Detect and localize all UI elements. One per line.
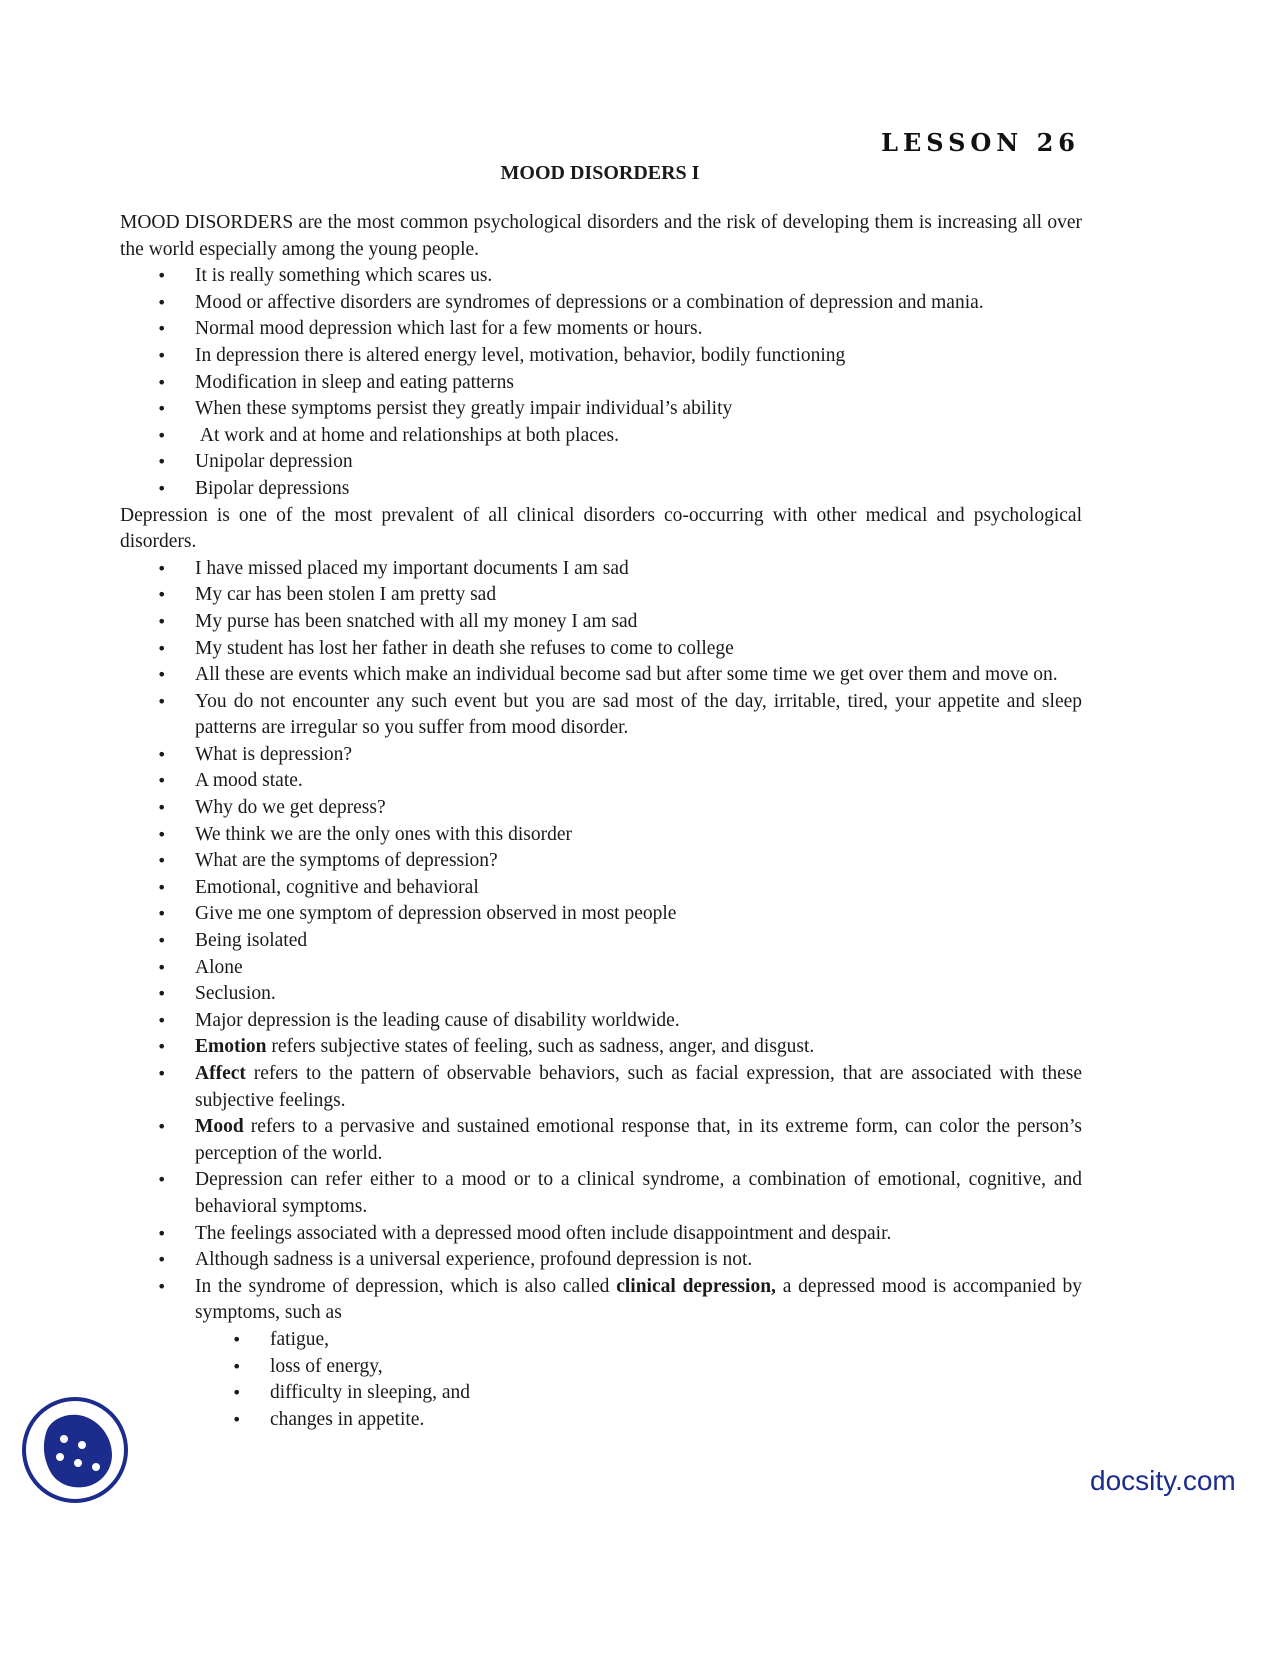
definition-text: refers to the pattern of observable behaviors, such as facial expression, that are associated with these subjective feelings.: [195, 1063, 1082, 1111]
list-item: • It is really something which scares us.: [195, 263, 1082, 290]
list-item: • Alone: [195, 955, 1082, 982]
depression-paragraph: Depression is one of the most prevalent of all clinical disorders co-occurring with other medical and psychological disorders.: [120, 504, 1082, 553]
list-item: • At work and at home and relationships at both places.: [195, 423, 1082, 450]
definition-text: refers subjective states of feeling, such as sadness, anger, and disgust.: [266, 1036, 815, 1058]
list-item: • My purse has been snatched with all my money I am sad: [195, 609, 1082, 636]
bullet-list-1: [120, 263, 1082, 502]
list-item: • My car has been stolen I am pretty sad: [195, 582, 1082, 609]
list-item: • Although sadness is a universal experience, profound depression is not.: [195, 1247, 1082, 1274]
list-item: • What is depression?: [195, 742, 1082, 769]
list-item: • I have missed placed my important documents I am sad: [195, 556, 1082, 583]
definition-affect: [195, 1061, 1082, 1114]
logo-dot: [92, 1463, 100, 1471]
list-item: • Normal mood depression which last for a few moments or hours.: [195, 316, 1082, 343]
list-item: • The feelings associated with a depressed mood often include disappointment and despair.: [195, 1221, 1082, 1248]
brand-watermark: docsity.com: [1090, 1465, 1236, 1496]
symptom-item: • difficulty in sleeping, and: [270, 1380, 1082, 1407]
clinical-text-after: a depressed mood is accompanied by symptoms, such as: [195, 1275, 1082, 1324]
list-item: • In depression there is altered energy level, motivation, behavior, bodily functioning: [195, 343, 1082, 370]
logo-dot: [56, 1453, 64, 1461]
logo-dot: [78, 1441, 86, 1449]
list-item: • Seclusion.: [195, 981, 1082, 1008]
docsity-logo-svg: [20, 1395, 130, 1505]
page-title: MOOD DISORDERS I: [500, 162, 700, 184]
term-mood: Mood: [195, 1116, 244, 1138]
clinical-depression-item: [195, 1274, 1082, 1327]
definition-emotion: [195, 1034, 1082, 1061]
list-item: • You do not encounter any such event but you are sad most of the day, irritable, tired, your appetite and sleep patterns are irregular so you suffer from mood disorder.: [195, 689, 1082, 742]
list-item: • Depression can refer either to a mood or to a clinical syndrome, a combination of emotional, cognitive, and behavioral symptoms.: [195, 1167, 1082, 1220]
list-item: • We think we are the only ones with this disorder: [195, 822, 1082, 849]
bullet-list-2: [120, 556, 1082, 1327]
lesson-label: LESSON 26: [881, 128, 1080, 157]
list-item: • Give me one symptom of depression observed in most people: [195, 901, 1082, 928]
list-item: • All these are events which make an individual become sad but after some time we get over them and move on.: [195, 662, 1082, 689]
term-emotion: Emotion: [195, 1036, 267, 1058]
definition-text: refers to a pervasive and sustained emotional response that, in its extreme form, can color the person’s perception of the world.: [195, 1116, 1082, 1164]
list-item: • Emotional, cognitive and behavioral: [195, 875, 1082, 902]
logo-dot: [74, 1459, 82, 1467]
list-item: • Bipolar depressions: [195, 476, 1082, 503]
symptom-item: • changes in appetite.: [270, 1407, 1082, 1434]
document-body: [120, 210, 1082, 1433]
list-item: • Modification in sleep and eating patterns: [195, 370, 1082, 397]
list-item: • When these symptoms persist they greatly impair individual’s ability: [195, 396, 1082, 423]
list-item: • My student has lost her father in death she refuses to come to college: [195, 636, 1082, 663]
docsity-logo-icon: [20, 1395, 130, 1505]
list-item: • A mood state.: [195, 768, 1082, 795]
term-affect: Affect: [195, 1063, 246, 1084]
intro-paragraph: MOOD DISORDERS are the most common psychological disorders and the risk of developing them is increasing all over the world especially among the young people.: [120, 212, 1082, 260]
symptom-item: • fatigue,: [270, 1327, 1082, 1354]
clinical-text-before: In the syndrome of depression, which is also called: [195, 1275, 617, 1297]
list-item: • Mood or affective disorders are syndromes of depressions or a combination of depression and mania.: [195, 290, 1082, 317]
list-item: • Being isolated: [195, 928, 1082, 955]
symptom-item: • loss of energy,: [270, 1354, 1082, 1381]
list-item: • Major depression is the leading cause of disability worldwide.: [195, 1008, 1082, 1035]
list-item: • Why do we get depress?: [195, 795, 1082, 822]
list-item: • What are the symptoms of depression?: [195, 848, 1082, 875]
list-item: • Unipolar depression: [195, 449, 1082, 476]
definition-mood: [195, 1114, 1082, 1167]
term-clinical-depression: clinical depression,: [616, 1275, 776, 1297]
logo-dot: [60, 1435, 68, 1443]
symptom-list: [120, 1327, 1082, 1433]
